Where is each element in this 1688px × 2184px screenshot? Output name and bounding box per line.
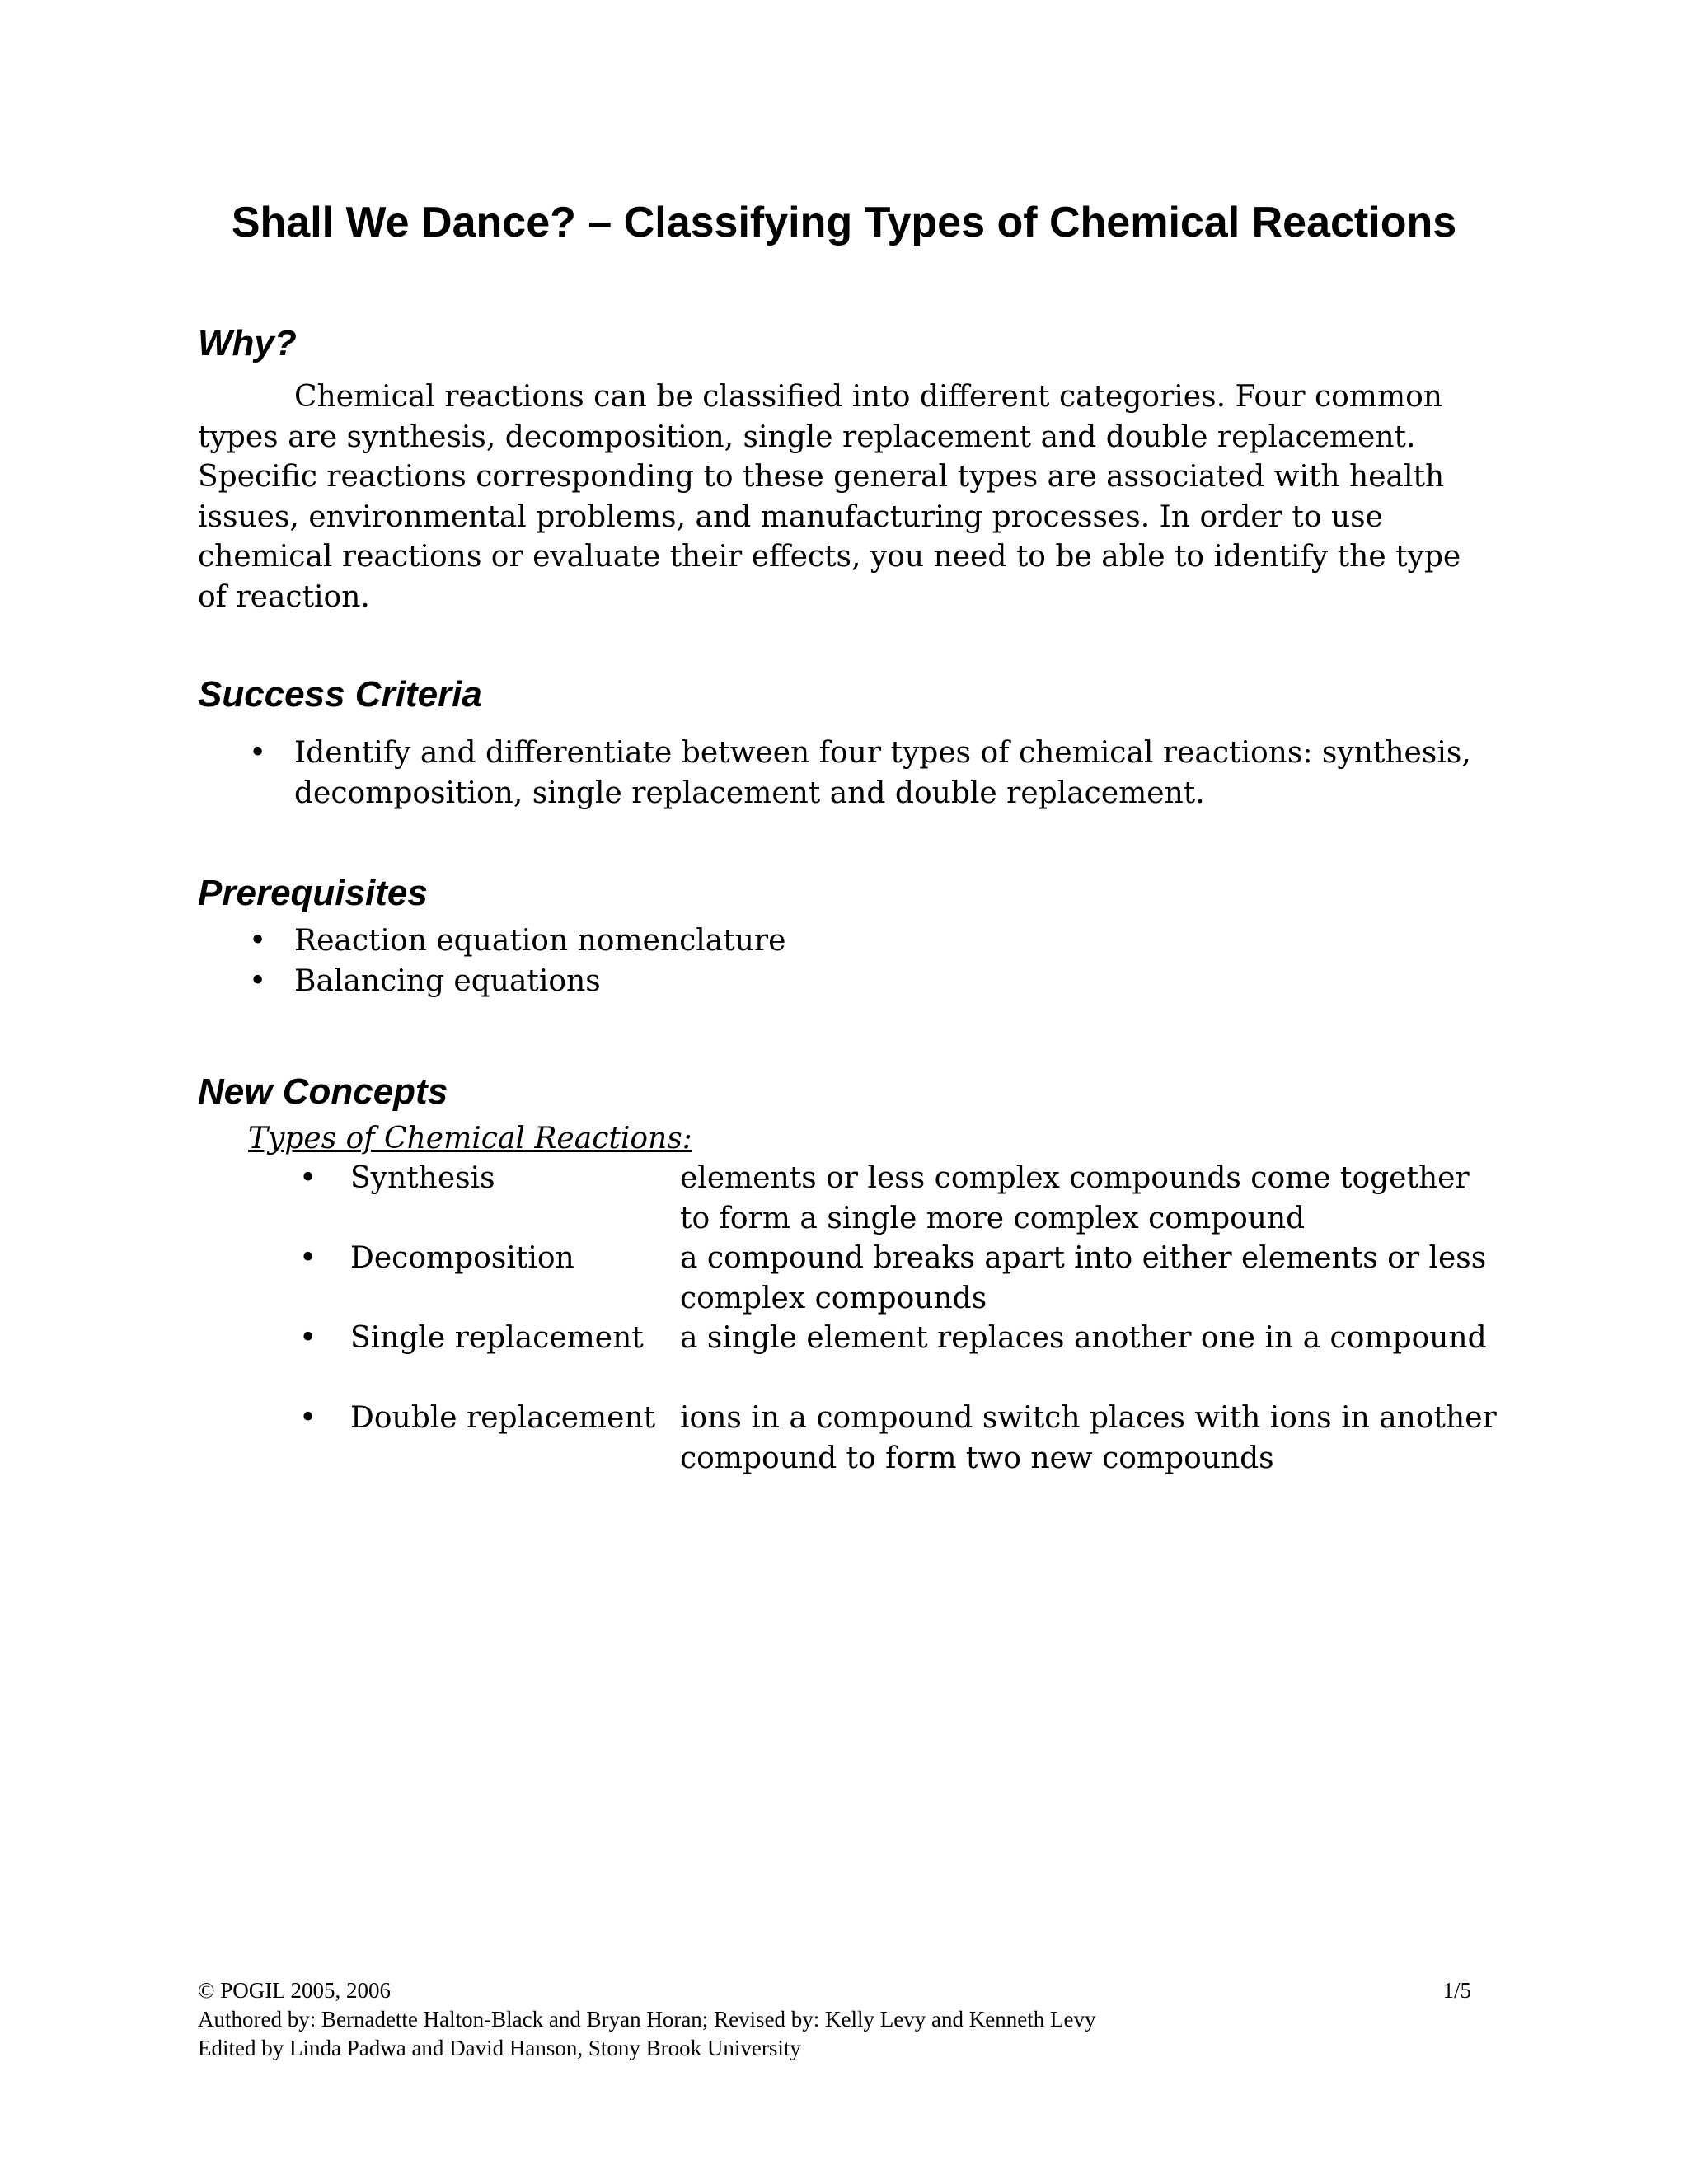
list-item [198,962,1591,1002]
reaction-name: Synthesis [350,1161,495,1195]
bullet-icon: • [299,1321,317,1355]
prerequisite-text: Balancing equations [294,963,601,998]
list-item [198,733,1591,813]
page-footer [198,1976,1471,2063]
editors-text: Edited by Linda Padwa and David Hanson, Stony Brook University [198,2036,801,2060]
bullet-icon: • [249,963,267,998]
list-item [198,921,1591,962]
success-criteria-list [198,733,1591,813]
reaction-name: Decomposition [350,1241,574,1275]
bullet-icon: • [249,736,267,770]
section-heading-prerequisites: Prerequisites [198,873,428,913]
bullet-icon: • [299,1161,317,1195]
reaction-types-subheading: Types of Chemical Reactions: [248,1122,692,1155]
authors-text: Authored by: Bernadette Halton-Black and Bryan Horan; Revised by: Kelly Levy and Kenneth Levy [198,2007,1096,2032]
prerequisites-list [198,921,1591,1001]
copyright-text: © POGIL 2005, 2006 [198,1978,392,2003]
reaction-description: elements or less complex compounds come together to form a single more complex compound [680,1161,1470,1235]
bullet-icon: • [299,1401,317,1435]
page-title: Shall We Dance? – Classifying Types of Chemical Reactions [231,199,1457,246]
bullet-icon: • [249,924,267,958]
page-number: 1/5 [1442,1978,1471,2003]
reaction-name: Single replacement [350,1321,644,1355]
reaction-description: ions in a compound switch places with ions in another compound to form two new compounds [680,1401,1497,1475]
success-criteria-text: Identify and differentiate between four types of chemical reactions: synthesis, decomposition, single replacement and double replacement. [294,736,1471,810]
bullet-icon: • [299,1241,317,1275]
section-heading-new-concepts: New Concepts [198,1071,448,1112]
prerequisite-text: Reaction equation nomenclature [294,924,786,958]
reaction-description: a single element replaces another one in a compound [680,1321,1487,1355]
section-heading-success-criteria: Success Criteria [198,674,482,715]
reaction-description: a compound breaks apart into either elements or less complex compounds [680,1241,1487,1315]
section-heading-why: Why? [198,323,297,363]
reaction-name: Double replacement [350,1401,656,1435]
why-paragraph: Chemical reactions can be classified into different categories. Four common types are synthesis, decomposition, single replacement and double replacement. Specific reactions corresponding to these general types are associated with health issues, environmental problems, and manufacturing processes. In order to use chemical reactions or evaluate their effects, you need to be able to identify the type of reaction. [198,380,1461,614]
